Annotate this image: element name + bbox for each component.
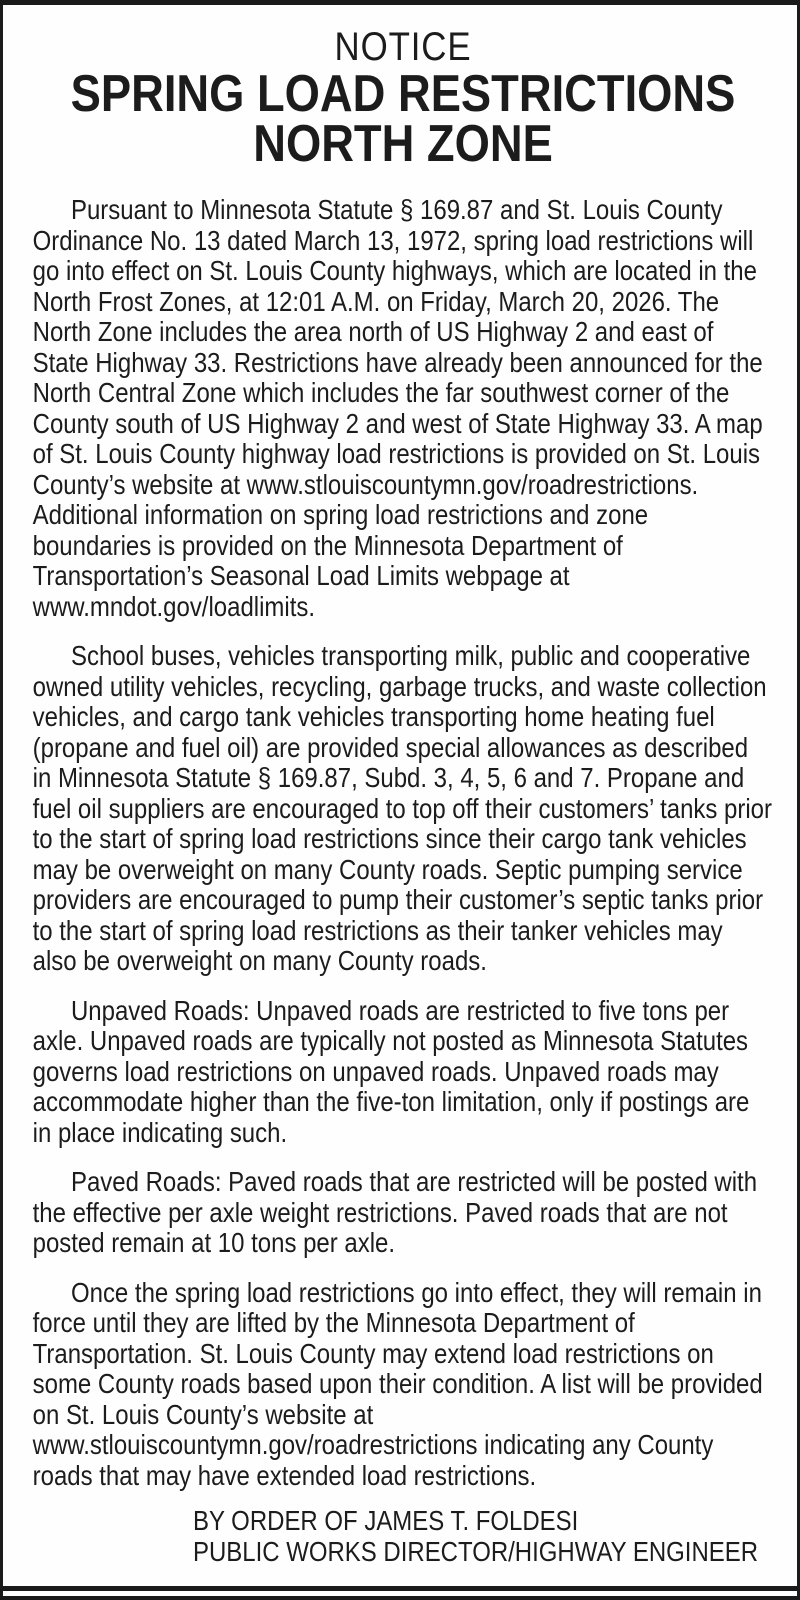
signature-line-order: BY ORDER OF JAMES T. FOLDESI — [192, 1505, 579, 1536]
notice-kicker: NOTICE — [334, 25, 472, 69]
signature-block — [3, 1505, 800, 1567]
page-bottom-edge-strip — [3, 1596, 797, 1600]
signature-line-title: PUBLIC WORKS DIRECTOR/HIGHWAY ENGINEER — [192, 1536, 759, 1567]
notice-bottom-border-rule — [3, 1586, 797, 1591]
paragraph-duration-and-extensions: Once the spring load restrictions go into effect, they will remain in force until they are lifted by the Minnesota Department of Transportation. St. Louis County may extend load restrictions on some County roads based upon their condition. A list will be provided on St. Louis County’s website at www.stlouiscountymn.gov/roadrestrictions indicating any County roads that may have extended load restrictions. — [32, 1276, 763, 1491]
notice-title-line2: NORTH ZONE — [253, 115, 553, 173]
notice-content — [3, 25, 800, 1567]
paragraph-unpaved-roads: Unpaved Roads: Unpaved roads are restricted to five tons per axle. Unpaved roads are typically not posted as Minnesota Statutes governs load restrictions on unpaved roads. Unpaved roads may accommodate higher than the five-ton limitation, only if postings are in place indicating such. — [32, 994, 750, 1148]
paragraph-legal-basis: Pursuant to Minnesota Statute § 169.87 and St. Louis County Ordinance No. 13 dated March 13, 1972, spring load restrictions will go into effect on St. Louis County highways, which are located in the North Frost Zones, at 12:01 A.M. on Friday, March 20, 2026. The North Zone includes the area north of US Highway 2 and east of State Highway 33. Restrictions have already been announced for the North Central Zone which includes the far southwest corner of the County south of US Highway 2 and west of State Highway 33. A map of St. Louis County highway load restrictions is provided on St. Louis County’s website at www.stlouiscountymn.gov/roadrestrictions. Additional information on spring load restrictions and zone boundaries is provided on the Minnesota Department of Transportation’s Seasonal Load Limits webpage at www.mndot.gov/loadlimits. — [32, 194, 763, 622]
paragraph-paved-roads: Paved Roads: Paved roads that are restricted will be posted with the effective per axle weight restrictions. Paved roads that are not posted remain at 10 tons per axle. — [32, 1166, 758, 1258]
paragraph-special-allowances: School buses, vehicles transporting milk, public and cooperative owned utility vehicles, recycling, garbage trucks, and waste collection vehicles, and cargo tank vehicles transporting home heating fuel (propane and fuel oil) are provided special allowances as described in Minnesota Statute § 169.87, Subd. 3, 4, 5, 6 and 7. Propane and fuel oil suppliers are encouraged to top off their customers’ tanks prior to the start of spring load restrictions since their cargo tank vehicles may be overweight on many County roads. Septic pumping service providers are encouraged to pump their customer’s septic tanks prior to the start of spring load restrictions as their tanker vehicles may also be overweight on many County roads. — [32, 640, 772, 976]
notice-title-line1: SPRING LOAD RESTRICTIONS — [70, 65, 736, 123]
